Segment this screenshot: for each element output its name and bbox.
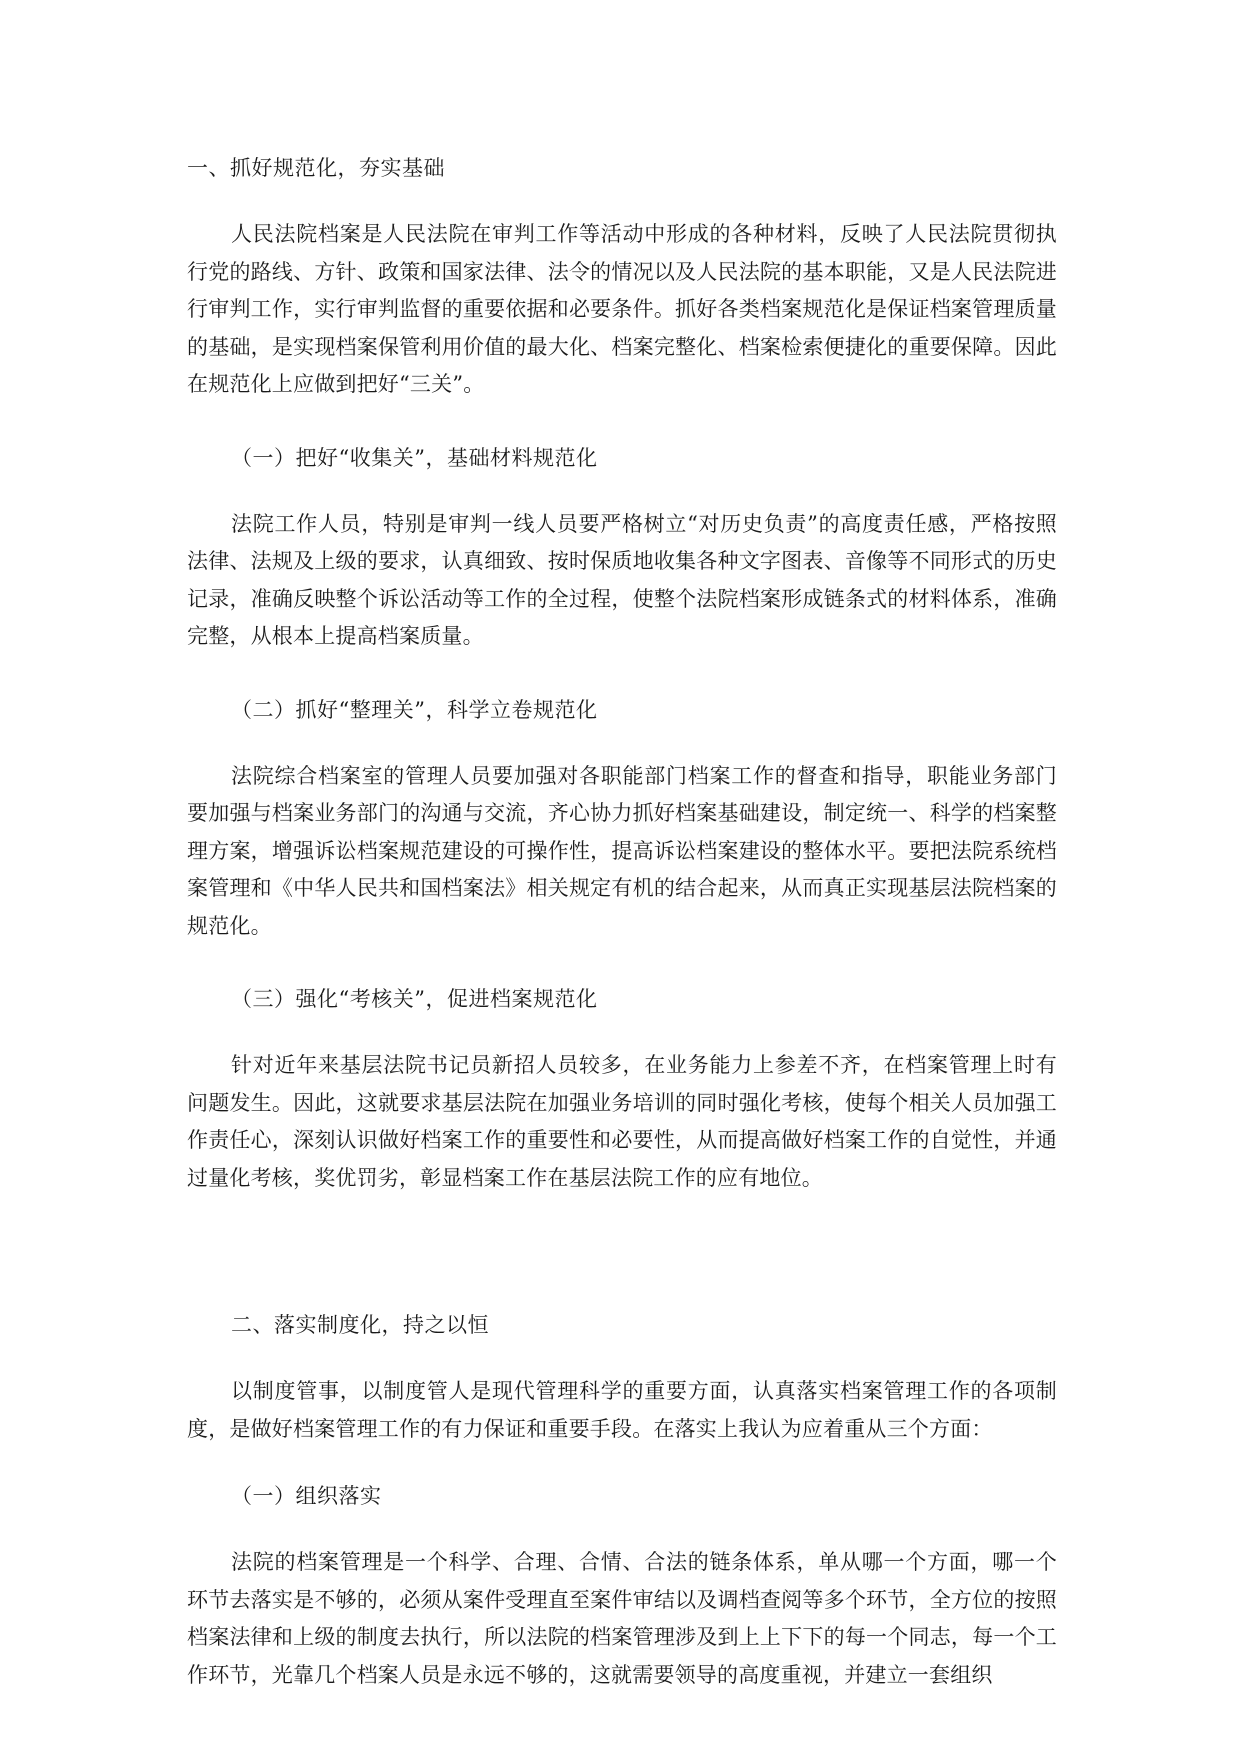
section2-sub1-heading: （一）组织落实 xyxy=(231,1484,382,1508)
section2-intro-paragraph: 以制度管事，以制度管人是现代管理科学的重要方面，认真落实档案管理工作的各项制度，是做好档案管理工作的有力保证和重要手段。在落实上我认为应着重从三个方面： xyxy=(187,1379,1057,1441)
section1-sub3-paragraph: 针对近年来基层法院书记员新招人员较多，在业务能力上参差不齐，在档案管理上时有问题发生。因此，这就要求基层法院在加强业务培训的同时强化考核，使每个相关人员加强工作责任心，深刻认识做好档案工作的重要性和必要性，从而提高做好档案工作的自觉性，并通过量化考核，奖优罚劣，彰显档案工作在基层法院工作的应有地位。 xyxy=(187,1053,1057,1190)
document-body xyxy=(187,150,1057,1694)
section1-sub1-heading: （一）把好“收集关”，基础材料规范化 xyxy=(231,445,598,470)
section2-heading: 二、落实制度化，持之以恒 xyxy=(231,1313,489,1337)
section2-sub1-paragraph: 法院的档案管理是一个科学、合理、合情、合法的链条体系，单从哪一个方面，哪一个环节去落实是不够的，必须从案件受理直至案件审结以及调档查阅等多个环节，全方位的按照档案法律和上级的制度去执行，所以法院的档案管理涉及到上上下下的每一个同志，每一个工作环节，光靠几个档案人员是永远不够的，这就需要领导的高度重视，并建立一套组织 xyxy=(187,1550,1057,1687)
section1-sub2-paragraph: 法院综合档案室的管理人员要加强对各职能部门档案工作的督查和指导，职能业务部门要加强与档案业务部门的沟通与交流，齐心协力抓好档案基础建设，制定统一、科学的档案整理方案，增强诉讼档案规范建设的可操作性，提高诉讼档案建设的整体水平。要把法院系统档案管理和《中华人民共和国档案法》相关规定有机的结合起来，从而真正实现基层法院档案的规范化。 xyxy=(187,763,1057,938)
section1-intro-paragraph: 人民法院档案是人民法院在审判工作等活动中形成的各种材料，反映了人民法院贯彻执行党的路线、方针、政策和国家法律、法令的情况以及人民法院的基本职能，又是人民法院进行审判工作，实行审判监督的重要依据和必要条件。抓好各类档案规范化是保证档案管理质量的基础，是实现档案保管利用价值的最大化、档案完整化、档案检索便捷化的重要保障。因此在规范化上应做到把好“三关”。 xyxy=(187,222,1057,396)
section1-sub3-heading: （三）强化“考核关”，促进档案规范化 xyxy=(231,987,598,1011)
section1-sub1-paragraph: 法院工作人员，特别是审判一线人员要严格树立“对历史负责”的高度责任感，严格按照法律、法规及上级的要求，认真细致、按时保质地收集各种文字图表、音像等不同形式的历史记录，准确反映整个诉讼活动等工作的全过程，使整个法院档案形成链条式的材料体系，准确完整，从根本上提高档案质量。 xyxy=(187,511,1057,648)
section1-sub2-heading: （二）抓好“整理关”，科学立卷规范化 xyxy=(231,697,598,722)
section1-heading: 一、抓好规范化，夯实基础 xyxy=(187,156,445,180)
